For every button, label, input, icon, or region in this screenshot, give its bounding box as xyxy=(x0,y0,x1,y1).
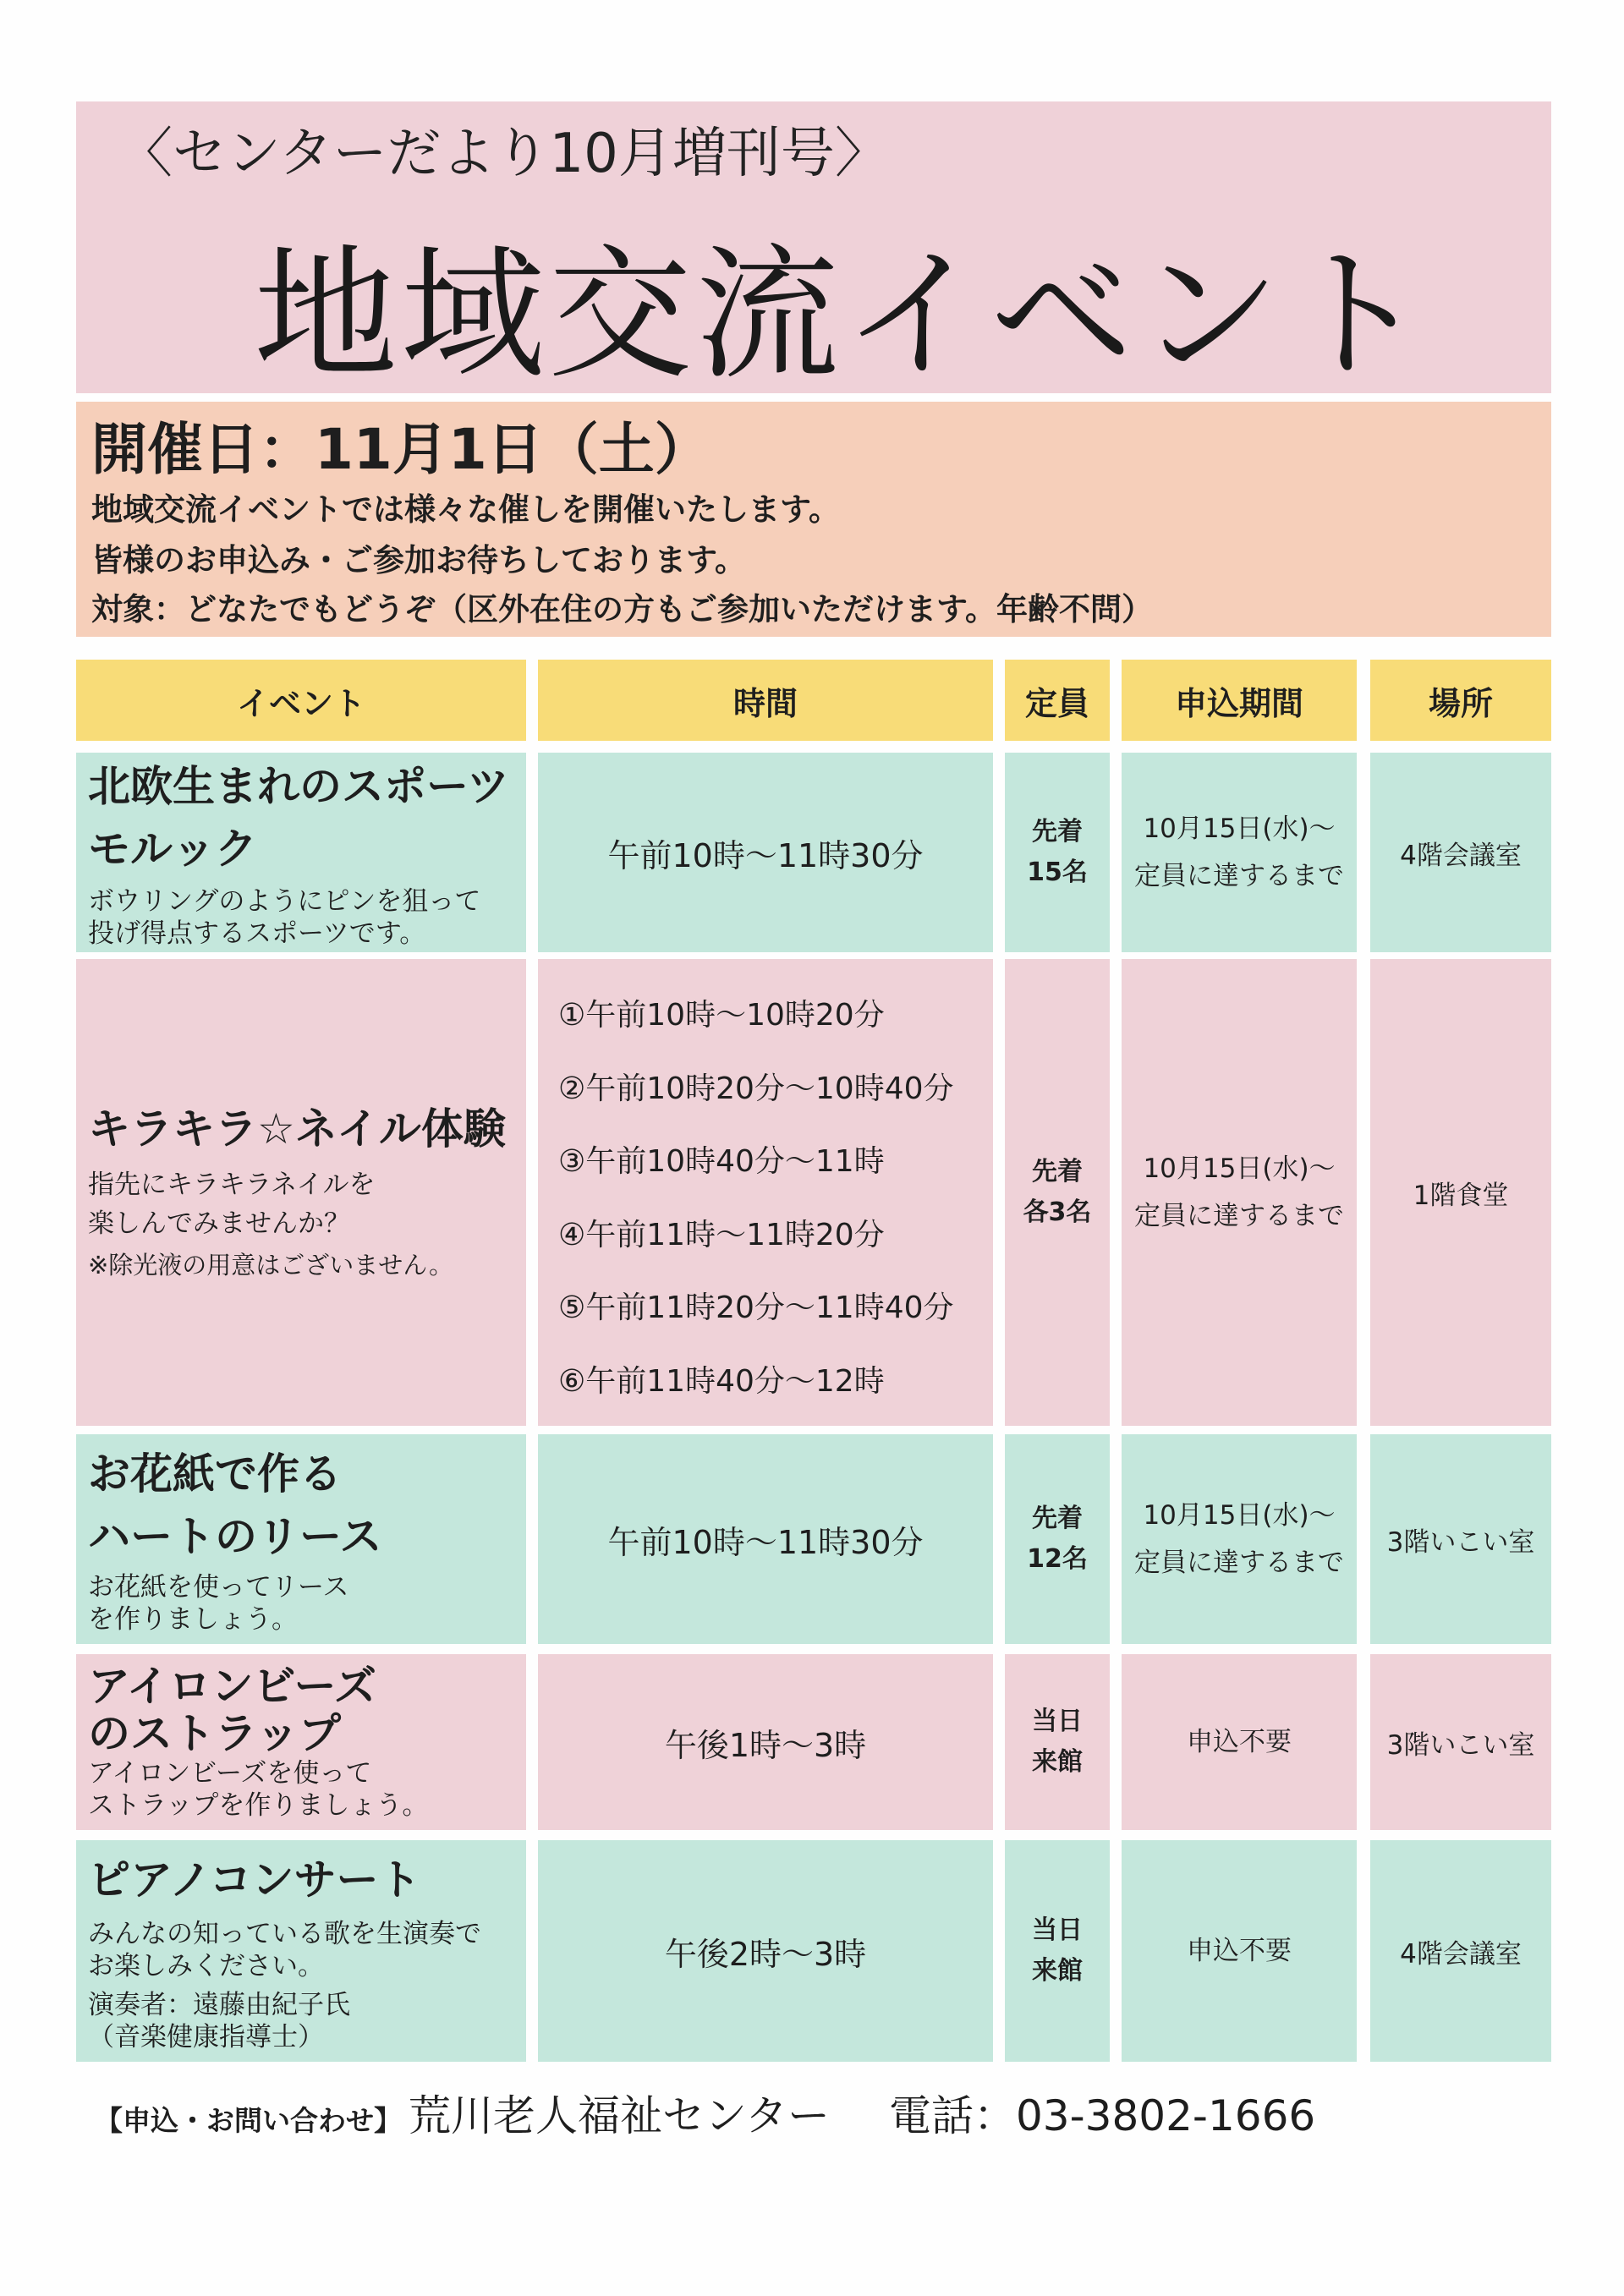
period-line: 定員に達するまで xyxy=(1134,861,1344,891)
event-description: ストラップを作りましょう。 xyxy=(88,1790,429,1821)
capacity-line: 先着 xyxy=(1032,1157,1083,1186)
time-slot: ②午前10時20分〜10時40分 xyxy=(558,1071,954,1106)
column-header-time: 時間 xyxy=(538,660,993,741)
capacity-line: 当日 xyxy=(1032,1915,1083,1945)
column-header-capacity: 定員 xyxy=(1005,660,1110,741)
capacity-line: 15名 xyxy=(1027,858,1088,887)
contact-label: 【申込・お問い合わせ】 xyxy=(95,2104,402,2137)
event-time: 午前10時〜11時30分 xyxy=(607,836,924,874)
organization-name: 荒川老人福祉センター xyxy=(409,2091,830,2140)
event-time-cell xyxy=(538,1654,993,1830)
event-description: お楽しみください。 xyxy=(88,1951,324,1981)
table-row-event xyxy=(76,1654,526,1830)
period-line: 定員に達するまで xyxy=(1134,1201,1344,1231)
capacity-cell xyxy=(1005,1434,1110,1644)
column-header-period: 申込期間 xyxy=(1122,660,1357,741)
capacity-line: 各3名 xyxy=(1023,1197,1092,1227)
contact-footer xyxy=(95,2082,1315,2143)
place-text: 3階いこい室 xyxy=(1386,1729,1535,1761)
capacity-cell xyxy=(1005,1654,1110,1830)
capacity-line: 来館 xyxy=(1032,1956,1083,1986)
table-row-event xyxy=(76,1434,526,1644)
time-slot: ⑥午前11時40分〜12時 xyxy=(558,1363,885,1399)
event-title: キラキラ☆ネイル体験 xyxy=(88,1104,506,1153)
event-title: アイロンビーズ xyxy=(88,1662,376,1711)
event-time-cell xyxy=(538,1434,993,1644)
event-description: 投げ得点するスポーツです。 xyxy=(88,918,426,949)
period-cell xyxy=(1122,959,1357,1426)
time-slot: ⑤午前11時20分〜11時40分 xyxy=(558,1290,954,1326)
info-line-3: 対象：どなたでもどうぞ（区外在住の方もご参加いただけます。年齢不問） xyxy=(91,591,1154,627)
event-description: みんなの知っている歌を生演奏で xyxy=(88,1919,481,1949)
period-cell xyxy=(1122,1654,1357,1830)
info-line-1: 地域交流イベントでは様々な催しを開催いたします。 xyxy=(91,491,841,528)
page-title: 地域交流イベント xyxy=(254,232,1432,399)
capacity-line: 先着 xyxy=(1032,817,1083,847)
event-title: のストラップ xyxy=(88,1709,341,1758)
event-performer-title: （音楽健康指導士） xyxy=(88,2022,324,2052)
period-cell xyxy=(1122,1434,1357,1644)
column-header-event: イベント xyxy=(76,660,526,741)
place-text: 4階会議室 xyxy=(1400,840,1522,871)
period-line: 定員に達するまで xyxy=(1134,1548,1344,1578)
capacity-cell xyxy=(1005,959,1110,1426)
event-time: 午後1時〜3時 xyxy=(664,1726,867,1764)
table-row-event xyxy=(76,1840,526,2062)
phone-number: 電話：03-3802-1666 xyxy=(889,2091,1316,2140)
time-slot: ①午前10時〜10時20分 xyxy=(558,998,885,1033)
table-row-event xyxy=(76,959,526,1426)
event-description: 指先にキラキラネイルを xyxy=(88,1170,376,1200)
capacity-line: 来館 xyxy=(1032,1747,1083,1777)
place-cell xyxy=(1370,1654,1551,1830)
place-cell xyxy=(1370,753,1551,952)
event-description: 楽しんでみませんか？ xyxy=(88,1208,350,1239)
event-date: 開催日：11月1日（土） xyxy=(91,417,710,482)
event-description: を作りましょう。 xyxy=(88,1604,298,1635)
place-text: 4階会議室 xyxy=(1400,1938,1522,1970)
place-cell xyxy=(1370,1434,1551,1644)
capacity-line: 12名 xyxy=(1027,1544,1088,1574)
period-line: 申込不要 xyxy=(1187,1727,1292,1757)
event-performer: 演奏者：遠藤由紀子氏 xyxy=(88,1990,350,2020)
period-cell xyxy=(1122,1840,1357,2062)
event-title: モルック xyxy=(88,825,257,874)
period-line: 申込不要 xyxy=(1187,1936,1292,1966)
time-slot: ③午前10時40分〜11時 xyxy=(558,1144,885,1180)
event-time: 午前10時〜11時30分 xyxy=(607,1523,924,1561)
event-title: ハートのリース xyxy=(88,1512,382,1561)
event-description: ※除光液の用意はございません。 xyxy=(88,1251,454,1280)
event-title: お花紙で作る xyxy=(88,1449,342,1499)
place-text: 1階食堂 xyxy=(1413,1180,1509,1211)
time-slot: ④午前11時〜11時20分 xyxy=(558,1217,885,1252)
capacity-cell xyxy=(1005,753,1110,952)
event-time: 午後2時〜3時 xyxy=(664,1935,867,1973)
event-title: 北欧生まれのスポーツ xyxy=(88,762,509,811)
event-description: お花紙を使ってリース xyxy=(88,1572,349,1603)
capacity-line: 当日 xyxy=(1032,1707,1083,1736)
time-slot-list xyxy=(538,959,993,1426)
place-cell xyxy=(1370,1840,1551,2062)
period-line: 10月15日(水)〜 xyxy=(1143,1500,1336,1531)
issue-label: 〈センターだより10月増刊号〉 xyxy=(118,123,889,185)
column-header-place: 場所 xyxy=(1370,660,1551,741)
period-line: 10月15日(水)〜 xyxy=(1143,1153,1336,1184)
table-row-event xyxy=(76,753,526,952)
period-cell xyxy=(1122,753,1357,952)
capacity-line: 先着 xyxy=(1032,1504,1083,1533)
event-description: ボウリングのようにピンを狙って xyxy=(88,886,481,917)
event-time-cell xyxy=(538,753,993,952)
place-text: 3階いこい室 xyxy=(1386,1526,1535,1558)
place-cell xyxy=(1370,959,1551,1426)
event-title: ピアノコンサート xyxy=(88,1855,421,1904)
event-description: アイロンビーズを使って xyxy=(88,1758,372,1789)
capacity-cell xyxy=(1005,1840,1110,2062)
event-time-cell xyxy=(538,1840,993,2062)
info-line-2: 皆様のお申込み・ご参加お待ちしております。 xyxy=(91,542,747,578)
period-line: 10月15日(水)〜 xyxy=(1143,814,1336,844)
